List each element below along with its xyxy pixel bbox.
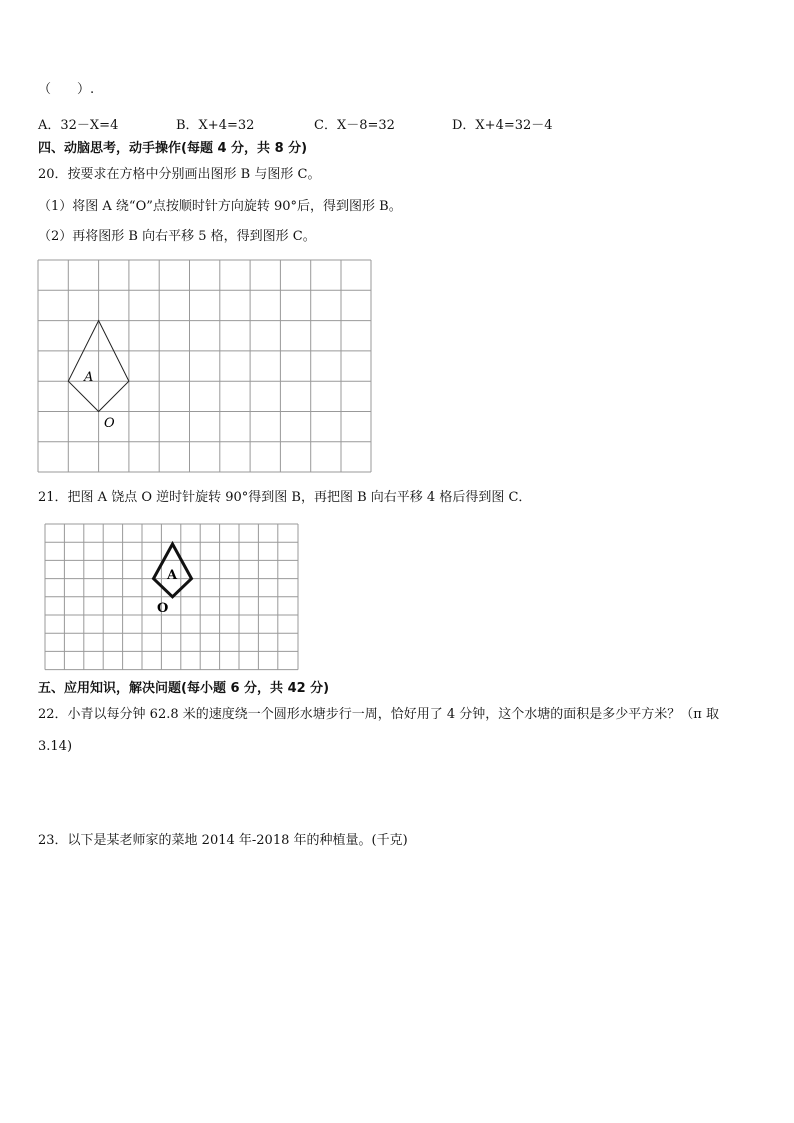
q20-label-a: A xyxy=(84,370,94,385)
q22-text-continued: 3.14) xyxy=(38,739,73,754)
q23-text: 23．以下是某老师家的菜地 2014 年-2018 年的种植量。(千克) xyxy=(38,833,408,848)
q19-option-b: B．X+4=32 xyxy=(176,118,255,133)
q21-grid-figure xyxy=(45,524,299,671)
section-5-title: 五、应用知识，解决问题(每小题 6 分，共 42 分) xyxy=(38,681,330,696)
q21-label-o: O xyxy=(157,601,169,616)
q20-label-o: O xyxy=(104,416,115,431)
q20-part2: （2）再将图形 B 向右平移 5 格，得到图形 C。 xyxy=(38,229,316,244)
q21-label-a: A xyxy=(167,568,178,583)
q22-text: 22．小青以每分钟 62.8 米的速度绕一个圆形水塘步行一周，恰好用了 4 分钟，这个水塘的面积是多少平方米？（π 取 xyxy=(38,707,719,722)
q20-text: 20．按要求在方格中分别画出图形 B 与图形 C。 xyxy=(38,167,321,182)
q19-option-d: D．X+4=32－4 xyxy=(452,118,553,133)
q19-option-c: C．X－8=32 xyxy=(314,118,395,133)
q20-grid-lines xyxy=(38,260,371,472)
q19-option-a: A．32－X=4 xyxy=(38,118,119,133)
q19-stem-tail: （ ）. xyxy=(38,82,95,97)
q20-grid-figure xyxy=(38,260,372,473)
section-4-title: 四、动脑思考，动手操作(每题 4 分，共 8 分) xyxy=(38,141,308,156)
q20-part1: （1）将图 A 绕“O”点按顺时针方向旋转 90°后，得到图形 B。 xyxy=(38,199,402,214)
q21-text: 21．把图 A 饶点 O 逆时针旋转 90°得到图 B，再把图 B 向右平移 4 格后得到图 C． xyxy=(38,490,532,505)
